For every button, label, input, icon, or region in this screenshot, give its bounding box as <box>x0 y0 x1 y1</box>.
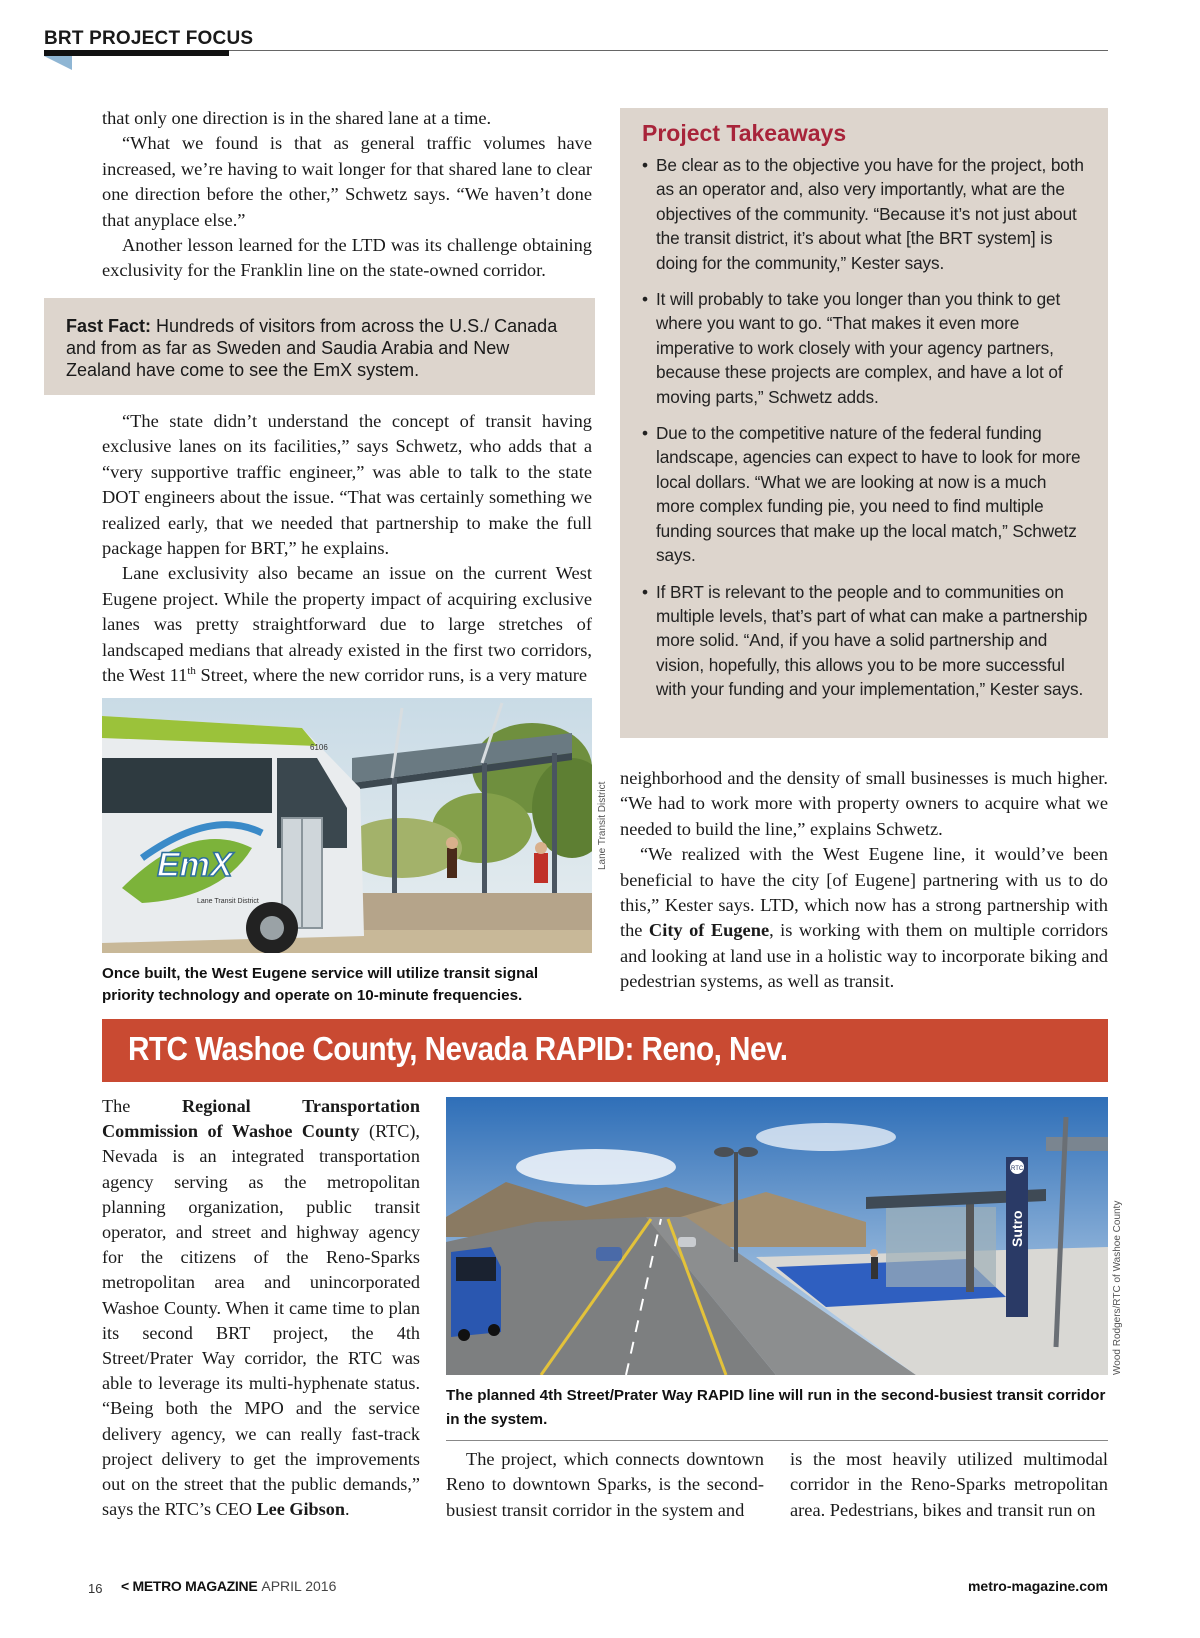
photo-caption-1: Once built, the West Eugene service will utilize transit signal priority technology and operate on 10-minute frequencies. <box>102 965 539 1004</box>
column-1-bottom <box>102 409 592 688</box>
column-3 <box>102 1094 420 1522</box>
takeaway-item <box>642 287 1088 409</box>
paragraph: Another lesson learned for the LTD was its challenge obtaining exclusivity for the Franklin line on the state-owned corridor. <box>102 235 592 281</box>
paragraph: The project, which connects downtown Reno to downtown Sparks, is the second-busiest transit corridor in the system and <box>446 1449 764 1520</box>
footer-website: metro-magazine.com <box>967 1578 1108 1594</box>
rapid-station-illustration <box>446 1097 1108 1375</box>
bus-agency-text: Lane Transit District <box>197 898 259 905</box>
bold-name: City of Eugene <box>648 920 770 941</box>
bullet: • <box>642 581 648 602</box>
photo-credit-text: Wood Rodgers/RTC of Washoe County <box>1112 1200 1123 1375</box>
magazine-name: < METRO MAGAZINE <box>121 1578 258 1594</box>
page-number: 16 <box>88 1581 103 1596</box>
photo-credit-text: Lane Transit District <box>597 781 608 870</box>
takeaway-item <box>642 421 1088 567</box>
paragraph: neighborhood and the density of small businesses is much higher. “We had to work more with property owners to acquire what we needed to build the line,” explains Schwetz. <box>620 768 1108 839</box>
paragraph-text: (RTC), Nevada is an integrated transportation agency serving as the metropolitan planning organization, public transit operator, and street and highway agency for the citizens of the Reno-Sparks metropolitan area and unincorporated Washoe County. When it came time to plan its second BRT project, the 4th Street/Prater Way corridor, the RTC was able to leverage its multi-hyphenate status. “Being both the MPO and the service delivery agency, we can really fast-track project delivery to get the improvements out on the street that the public demands,” says the RTC’s CEO <box>102 1121 420 1520</box>
section-banner-title: RTC Washoe County, Nevada RAPID: Reno, Nev. <box>128 1030 788 1067</box>
bus-number: 6106 <box>310 743 328 752</box>
section-header-title: BRT PROJECT FOCUS <box>44 28 254 49</box>
takeaway-text: Be clear as to the objective you have for the project, both as an operator and, also very importantly, what are the objectives of the community. “Because it’s not just about the transit district, it’s about what [the BRT system] is doing for the community,” Kester says. <box>656 155 1084 273</box>
paragraph-text: Lane exclusivity also became an issue on the current West Eugene project. While the property impact of acquiring exclusive lanes was pretty straightforward due to large stretches of landscaped medians that already existed in the first two corridors, the West 11 <box>102 563 592 686</box>
emx-bus-illustration <box>102 698 592 953</box>
paragraph-text: . <box>344 1499 350 1520</box>
photo-caption-2: The planned 4th Street/Prater Way RAPID line will run in the second-busiest transit corridor in the system. <box>446 1387 1106 1428</box>
header-tab-accent <box>44 56 72 70</box>
column-2 <box>620 766 1108 995</box>
issue-date: APRIL 2016 <box>261 1578 337 1594</box>
station-sign-text: Sutro <box>1009 1210 1025 1247</box>
fast-fact-label: Fast Fact: <box>66 316 152 336</box>
column-5 <box>790 1447 1108 1523</box>
column-1-top <box>102 106 592 284</box>
bold-name: Regional Transportation Commission of Washoe County <box>102 1096 420 1142</box>
takeaway-text: It will probably to take you longer than you think to get where you want to go. “That makes it even more imperative to work closely with your agency partners, because these projects are complex, and have a lot of moving parts,” Schwetz adds. <box>656 289 1063 407</box>
bold-name: Lee Gibson <box>256 1499 345 1520</box>
paragraph-text: , is working with them on multiple corridors and looking at land use in a holistic way to incorporate biking and pedestrian systems, as well as transit. <box>620 920 1108 992</box>
emx-bus-photo <box>102 698 592 953</box>
takeaway-item <box>642 153 1088 275</box>
bullet: • <box>642 289 648 310</box>
bullet: • <box>642 155 648 175</box>
fast-fact-text: Hundreds of visitors from across the U.S./ Canada and from as far as Sweden and Saudia Arabia and New Zealand have come to see the EmX system. <box>66 316 558 380</box>
paragraph <box>102 1094 420 1522</box>
paragraph <box>620 842 1108 994</box>
takeaway-text: Due to the competitive nature of the federal funding landscape, agencies can expect to have to look for more local dollars. “What we are looking at now is a much more complex funding pie, you need to find multiple funding sources that make up the local match,” Schwetz says. <box>656 423 1081 566</box>
station-badge-text: RTC <box>1011 1166 1024 1172</box>
rapid-line-rendering <box>446 1097 1108 1375</box>
paragraph: that only one direction is in the shared lane at a time. <box>102 108 492 128</box>
bullet: • <box>642 423 648 444</box>
column-4 <box>446 1447 764 1523</box>
footer-magazine <box>121 1578 336 1594</box>
paragraph: “What we found is that as general traffic volumes have increased, we’re having to wait longer for that shared lane to clear one direction before the other,” Schwetz says. “We haven’t done that anyplace else.” <box>102 133 592 230</box>
paragraph: “The state didn’t understand the concept of transit having exclusive lanes on its facilities,” says Schwetz, who adds that a “very supportive traffic engineer,” was able to talk to the state DOT engineers about the issue. “That was certainly something we realized early, that we needed that partnership to make the full package happen for BRT,” he explains. <box>102 411 592 559</box>
takeaway-item <box>642 580 1088 702</box>
paragraph-text: Street, where the new corridor runs, is a very mature <box>195 665 588 686</box>
paragraph <box>102 561 592 688</box>
takeaways-title: Project Takeaways <box>642 120 847 146</box>
caption-rule <box>446 1440 1108 1441</box>
project-takeaways-box <box>620 108 1108 738</box>
paragraph: is the most heavily utilized multimodal corridor in the Reno-Sparks metropolitan area. Pedestrians, bikes and transit run on <box>790 1449 1108 1520</box>
paragraph-text: “We realized with the West Eugene line, it would’ve been beneficial to have the city [of Eugene] partnering with us to do this,” Kester says. LTD, which now has a strong partnership with the <box>620 844 1108 941</box>
bus-logo-text: EmX <box>157 846 233 884</box>
superscript: th <box>187 664 196 677</box>
paragraph-text: The <box>102 1096 182 1116</box>
takeaway-text: If BRT is relevant to the people and to communities on multiple levels, that’s part of what can make a partnership more solid. “And, if you have a solid partnership and vision, hopefully, this allows you to be more successful with your funding and your implementation,” Kester says. <box>656 581 1088 700</box>
fast-fact-box <box>44 298 595 395</box>
